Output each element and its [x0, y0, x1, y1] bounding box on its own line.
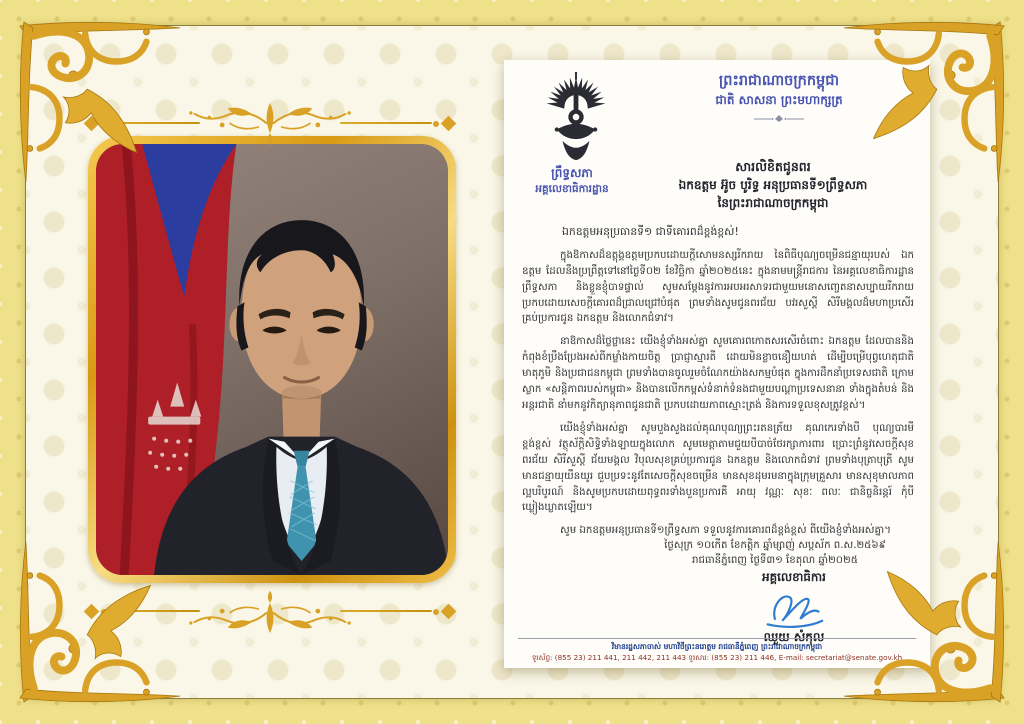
- portrait-photo: [96, 144, 448, 575]
- lunar-date-line: ថ្ងៃសុក្រ ១០កើត ខែកត្តិក ឆ្នាំម្សាញ់ សប្តស័ក ព.ស.២៥៦៩: [664, 540, 886, 551]
- dot-ornament-icon: [433, 609, 439, 615]
- signer-title: អគ្គលេខាធិការ: [762, 570, 826, 584]
- corner-ornament-icon: [16, 18, 184, 186]
- org-name: ព្រឹទ្ធសភា: [551, 166, 593, 180]
- footer-contact: ទូរស័ព្ទ: (855 23) 211 441, 211 442, 211 443 ទូរសារ: (855 23) 211 446, E-mail: secretariat@senate.gov.kh: [531, 653, 903, 662]
- kingdom-line: នៃព្រះរាជាណាចក្រកម្ពុជា: [717, 196, 829, 211]
- org-department: អគ្គលេខាធិការដ្ឋាន: [535, 182, 609, 195]
- corner-ornament-icon: [840, 538, 1008, 706]
- flourish-icon: [178, 101, 362, 147]
- closing-paragraph: សូម ឯកឧត្តមអនុប្រធានទី១ព្រឹទ្ធសភា ទទួលនូវការគោរពដ៏ខ្ពង់ខ្ពស់ ពីយើងខ្ញុំទាំងអស់គ្នា។: [560, 525, 891, 536]
- diamond-ornament-icon: [441, 603, 457, 619]
- senate-emblem-icon: [545, 72, 607, 164]
- signer-name: ឈួយ សំកុល: [763, 630, 825, 644]
- salutation: ឯកឧត្តមអនុប្រធានទី១ ជាទីគោរពដ៏ខ្ពង់ខ្ពស់!: [562, 225, 739, 238]
- national-motto: ជាតិ សាសនា ព្រះមហាក្សត្រ: [715, 92, 843, 107]
- footer-address: វិមានរដ្ឋសភាចាស់ មហាវិថីព្រះនរោត្តម រាជធានីភ្នំពេញ ព្រះរាជាណាចក្រកម្ពុជា: [611, 642, 823, 651]
- portrait-frame: [88, 136, 456, 583]
- corner-ornament-icon: [840, 18, 1008, 186]
- paragraph: យើងខ្ញុំទាំងអស់គ្នា សូមបួងសួងដល់គុណបុណ្យព្រះរតនត្រ័យ គុណកេរទាំងបី បុណ្យបារមីខ្ពង់ខ្ពស់ វត្ថុស័ក្តិសិទ្ធិទាំងឡាយក្នុងលោក សូមមេត្តាតាមជួយបីបាច់ថែរក្សាការពារ ប្រោះព្រំនូវសេចក្ដីសុខ ពរជ័យ សិរីសួស្ដី ជ័យមង្គល វិបុលសុខគ្រប់ប្រការជូន ឯកឧត្តម និងលោកជំទាវ ព្រមទាំងបុត្រាបុត្រី សូមមានជន្មាយុយឺនយូរ ជួបប្រទះនូវតែសេចក្ដីសុខចម្រើន មានសុខដុមរមនាក្នុងក្រុមគ្រួសារ មានសុខុមាលភាពល្អបរិបូរណ៍ និងសូមប្រកបដោយពុទ្ធពរទាំងបួនប្រការគឺ អាយុ វណ្ណៈ សុខៈ ពលៈ ជានិច្ចនិរន្តរ៍ កុំបីឃ្លៀងឃ្លាតឡើយ។: [522, 422, 914, 514]
- diamond-ornament-icon: [441, 115, 457, 131]
- corner-ornament-icon: [16, 538, 184, 706]
- paragraph: ក្នុងឱកាសដ៏ឧត្តុង្គឧត្តមប្រកបដោយក្ដីសោមនស្សរីករាយ នៃពិធីបុណ្យចម្រើនជន្មាយុរបស់ ឯកឧត្តម ដែលនឹងប្រព្រឹត្តទៅនៅថ្ងៃទី០២ ខែវិច្ឆិកា ឆ្នាំ២០២៥នេះ ក្នុងនាមមន្ត្រីរាជការ នៃអគ្គលេខាធិការដ្ឋានព្រឹទ្ធសភា និងខ្លួនខ្ញុំបាទផ្ទាល់ សូមសម្ដែងនូវការអបអរសាទរជាមួយមនោសញ្ចេតនាសប្បាយរីករាយ ប្រកបដោយសេចក្ដីគោរពដ៏ជ្រាលជ្រៅបំផុត ព្រមទាំងសូមជូនពរជ័យ បវរសួស្ដី សិរីមង្គលដ៏មហាប្រសើរ គ្រប់ប្រការជូន ឯកឧត្តម និងលោកជំទាវ។: [522, 249, 914, 325]
- organization-block: [504, 166, 640, 196]
- paragraph: នាឱកាសដ៏ថ្លៃថ្លានេះ យើងខ្ញុំទាំងអស់គ្នា សូមគោរពកោតសរសើរចំពោះ ឯកឧត្តម ដែលបាននិងកំពុងខំប្រឹងប្រែងអស់ពីកម្លាំងកាយចិត្ត ប្រាជ្ញាស្មារតី ដោយមិនខ្លាចនឿយហត់ ដើម្បីបម្រើបុព្វហេតុជាតិ មាតុភូមិ និងប្រជាជនកម្ពុជា ព្រមទាំងបានចូលរួមចំណែកយ៉ាងសកម្មបំផុត ក្នុងការដឹកនាំប្រទេសជាតិ ក្រោមស្លាក «សន្តិភាពរបស់កម្ពុជា» និងបានលើកកម្ពស់ទំនាក់ទំនងជាមួយបណ្ដាប្រទេសនានា ទាំងក្នុងតំបន់ និងអន្តរជាតិ នាំមកនូវកិត្យានុភាពជូនជាតិ ប្រកបដោយភាពស្មោះត្រង់ និងការទទួលខុសត្រូវខ្ពស់។: [522, 336, 914, 411]
- dot-ornament-icon: [433, 121, 439, 127]
- header-divider-icon: [753, 114, 805, 123]
- kingdom-title: ព្រះរាជាណាចក្រកម្ពុជា: [718, 73, 840, 89]
- portrait-illustration: [96, 144, 448, 575]
- recipient-line: ឯកឧត្តម អ៊ូច បូរិទ្ធ អនុប្រធានទី១ព្រឹទ្ធសភា: [678, 178, 868, 193]
- flourish-icon: [178, 589, 362, 635]
- signature-icon: [757, 588, 831, 628]
- letter-body: [522, 224, 914, 536]
- letter-title: សារលិខិតជូនពរ: [735, 159, 811, 174]
- gregorian-date-line: រាជធានីភ្នំពេញ ថ្ងៃទី៣១ ខែតុលា ឆ្នាំ២០២៥: [692, 555, 858, 567]
